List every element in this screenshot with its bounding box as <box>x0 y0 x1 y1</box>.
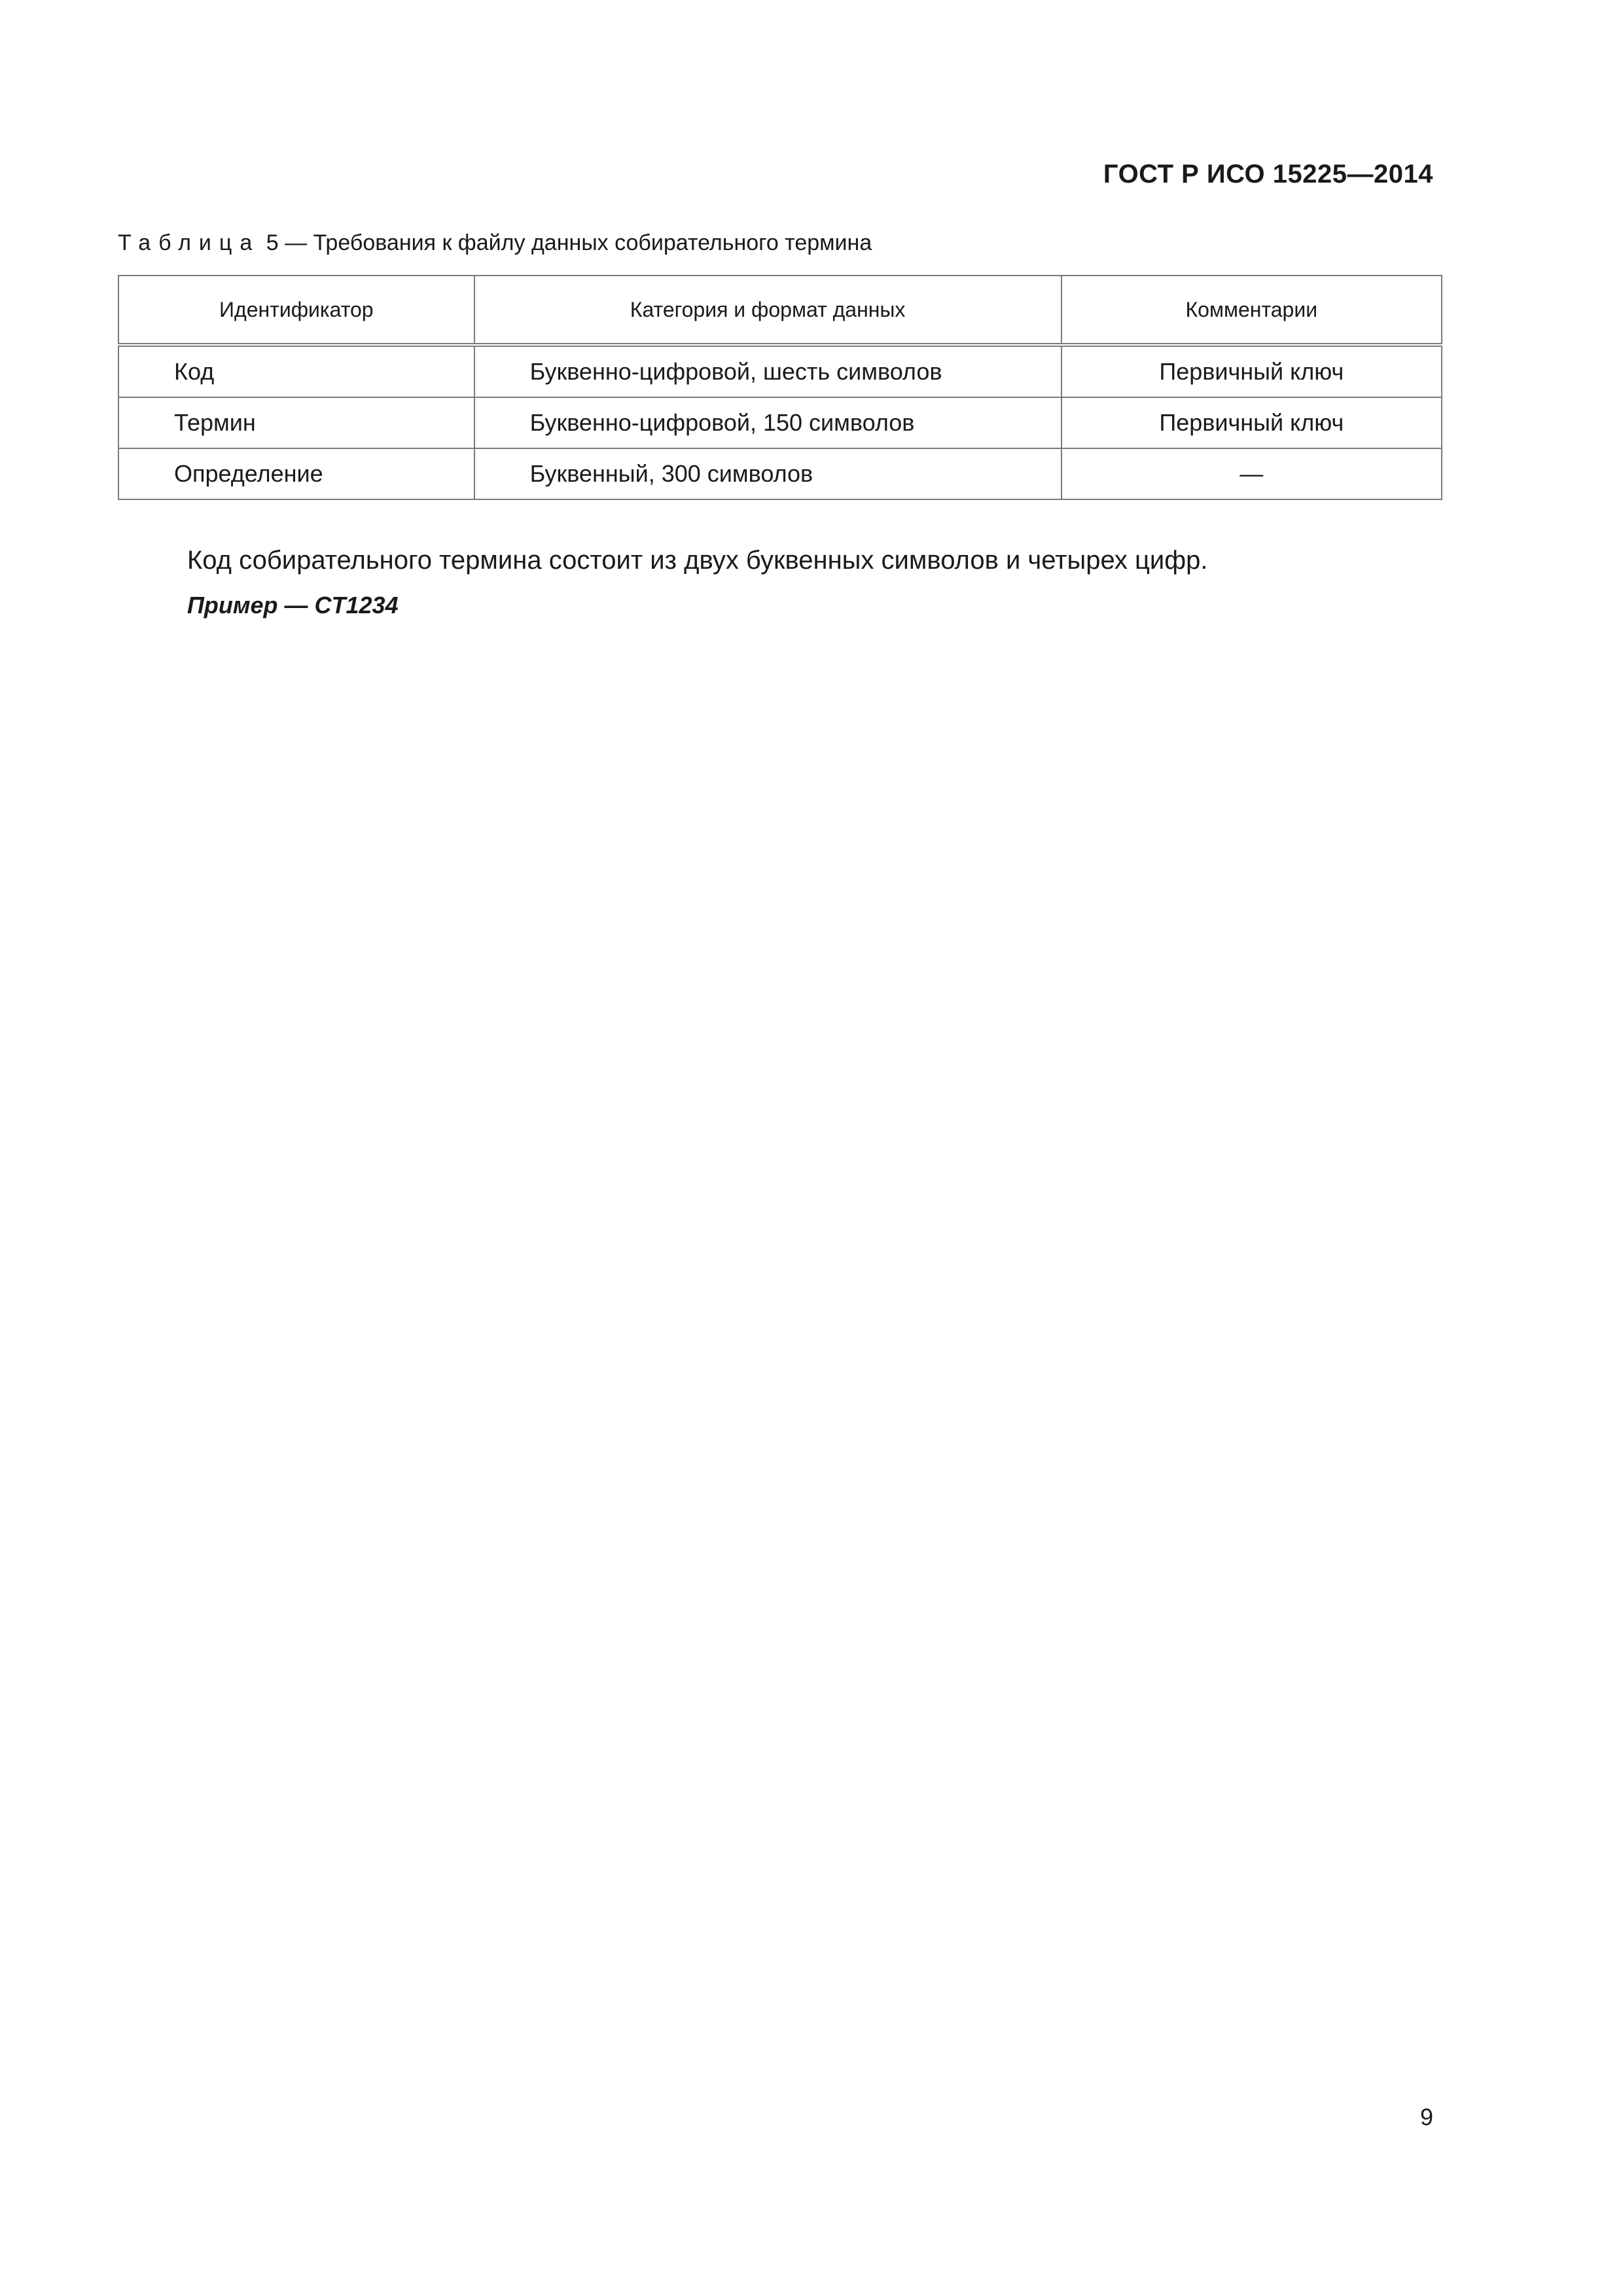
table-row <box>118 345 1442 397</box>
cell-identifier: Определение <box>118 448 474 499</box>
column-header-comments: Комментарии <box>1061 276 1442 345</box>
page-number: 9 <box>1419 2104 1433 2130</box>
body-paragraph: Код собирательного термина состоит из двух буквенных символов и четырех цифр. <box>187 546 1208 575</box>
table-row <box>118 397 1442 448</box>
document-code-header: ГОСТ Р ИСО 15225—2014 <box>1103 160 1433 188</box>
cell-category-format: Буквенно-цифровой, шесть символов <box>474 345 1061 397</box>
requirements-table <box>118 275 1442 500</box>
cell-comment: Первичный ключ <box>1061 397 1442 448</box>
example-note: Пример — CT1234 <box>187 592 399 619</box>
cell-identifier: Код <box>118 345 474 397</box>
cell-comment: — <box>1061 448 1442 499</box>
column-header-identifier: Идентификатор <box>118 276 474 345</box>
table-caption-title: 5 — Требования к файлу данных собирательного термина <box>266 230 872 255</box>
cell-category-format: Буквенный, 300 символов <box>474 448 1061 499</box>
cell-comment: Первичный ключ <box>1061 345 1442 397</box>
cell-identifier: Термин <box>118 397 474 448</box>
table-header-row <box>118 276 1442 345</box>
column-header-category-format: Категория и формат данных <box>474 276 1061 345</box>
table-row <box>118 448 1442 499</box>
table-caption <box>118 230 872 256</box>
table-caption-label: Таблица <box>118 230 260 255</box>
cell-category-format: Буквенно-цифровой, 150 символов <box>474 397 1061 448</box>
